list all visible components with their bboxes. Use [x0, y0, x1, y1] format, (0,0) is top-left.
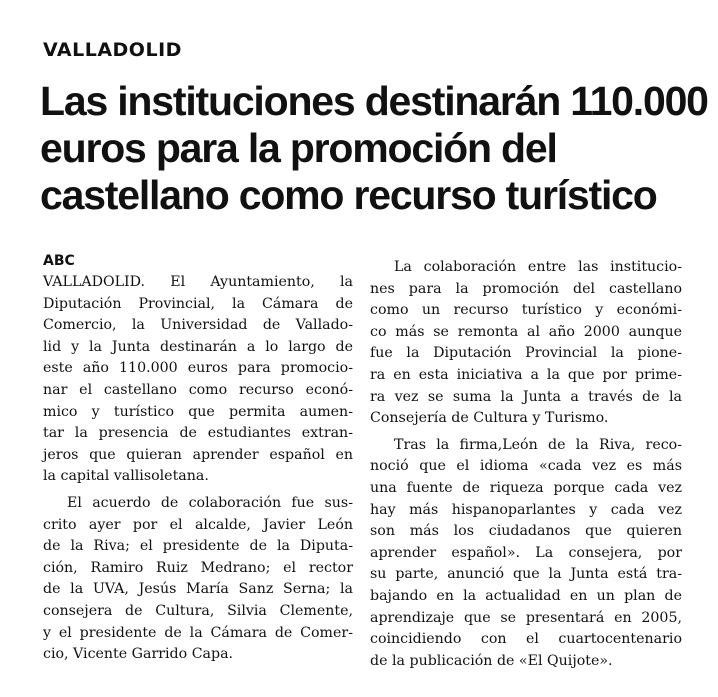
headline-line: castellano como recurso turístico	[40, 172, 657, 218]
text-line: de la Riva; el presidente de la Diputa-	[43, 538, 353, 555]
section-label: VALLADOLID	[43, 39, 182, 61]
text-line: lid y la Junta destinarán a lo largo de	[43, 338, 353, 355]
right-paragraph-1	[370, 257, 682, 430]
text-line: ra vez se suma la Junta a través de la	[370, 388, 682, 405]
text-line: mico y turístico que permita aumen-	[43, 403, 353, 420]
text-line: y el presidente de la Cámara de Comer-	[43, 624, 353, 641]
text-line: ra en esta iniciativa a la que por prime-	[370, 366, 682, 383]
text-line: consejera de Cultura, Silvia Clemente,	[43, 602, 353, 619]
text-line: La colaboración entre las institucio-	[394, 259, 682, 275]
text-line: VALLADOLID. El Ayuntamiento, la	[43, 274, 353, 290]
headline-line: Las instituciones destinarán 110.000	[40, 78, 708, 124]
right-paragraph-2	[370, 435, 682, 673]
text-line: como un recurso turístico y económi-	[370, 302, 682, 319]
text-line: coincidiendo con el cuartocentenario	[370, 631, 682, 648]
text-line: su parte, anunció que la Junta está tra-	[370, 566, 682, 583]
text-line: son más los ciudadanos que quieren	[370, 523, 682, 540]
text-line: noció que el idioma «cada vez es más	[370, 458, 682, 475]
text-line: crito ayer por el alcalde, Javier León	[43, 516, 353, 533]
text-line: de la publicación de «El Quijote».	[370, 652, 613, 669]
text-line: El acuerdo de colaboración fue sus-	[67, 494, 353, 511]
text-line: jeros que quieran aprender español en	[43, 446, 353, 463]
text-line: co más se remonta al año 2000 aunque	[370, 323, 682, 340]
text-line: nar el castellano como recurso econó-	[43, 381, 353, 398]
text-line: aprender español». La consejera, por	[370, 544, 682, 561]
text-line: Tras la firma,León de la Riva, reco-	[394, 436, 682, 453]
left-column	[43, 272, 353, 666]
headline-line: euros para la promoción del	[40, 125, 557, 171]
text-line: tar la presencia de estudiantes extran-	[43, 425, 353, 442]
text-line: ción, Ramiro Ruiz Medrano; el rector	[43, 559, 353, 576]
headline	[40, 78, 708, 219]
text-line: Comercio, la Universidad de Vallado-	[43, 317, 353, 334]
text-line: este año 110.000 euros para promocio-	[43, 360, 353, 377]
text-line: aprendizaje que se presentará en 2005,	[370, 609, 682, 626]
text-line: bajando en la actualidad en un plan de	[370, 587, 682, 604]
text-line: una fuente de riqueza porque cada vez	[370, 479, 682, 496]
text-line: de la UVA, Jesús María Sanz Serna; la	[43, 581, 353, 598]
text-line: hay más hispanoparlantes y cada vez	[370, 501, 682, 518]
left-paragraph-1	[43, 272, 353, 488]
left-paragraph-2	[43, 493, 353, 666]
text-line: Diputación Provincial, la Cámara de	[43, 295, 353, 312]
text-line: nes para la promoción del castellano	[370, 280, 682, 297]
text-line: la capital vallisoletana.	[43, 468, 209, 485]
text-line: Consejería de Cultura y Turismo.	[370, 410, 609, 427]
text-line: cio, Vicente Garrido Capa.	[43, 646, 234, 663]
text-line: fue la Diputación Provincial la pione-	[370, 345, 682, 362]
right-column	[370, 257, 682, 672]
byline: ABC	[43, 253, 75, 269]
